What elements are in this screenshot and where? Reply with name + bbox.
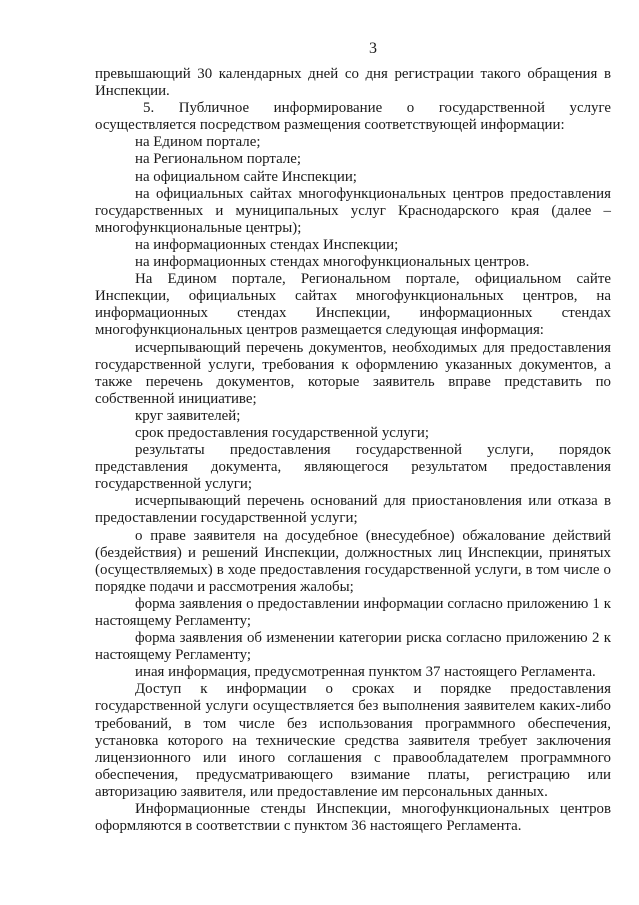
list-item: круг заявителей; (135, 407, 241, 424)
list-item: иная информация, предусмотренная пунктом 37 настоящего Регламента. (135, 664, 596, 681)
document-body (95, 66, 611, 835)
list-item: на официальных сайтах многофункциональных центров предоставления государственных и муниципальных услуг Краснодарского края (далее – многофункциональные центры); (95, 185, 611, 236)
list-item: о праве заявителя на досудебное (внесудебное) обжалование действий (бездействия) и решений Инспекции, должностных лиц Инспекции, принятых (осуществляемых) в ходе предоставления государственной услуги, в том числе о порядке подачи и рассмотрения жалобы; (95, 527, 611, 595)
list-item: форма заявления о предоставлении информации согласно приложению 1 к настоящему Регламенту; (95, 595, 611, 629)
list-item: на информационных стендах многофункциональных центров. (135, 254, 530, 271)
list-item: исчерпывающий перечень документов, необходимых для предоставления государственной услуги, требования к оформлению указанных документов, а также перечень документов, которые заявитель вправе представить по собственной инициативе; (95, 339, 611, 407)
list-item: на информационных стендах Инспекции; (135, 236, 399, 253)
paragraph: превышающий 30 календарных дней со дня регистрации такого обращения в Инспекции. (95, 66, 611, 100)
list-item: результаты предоставления государственной услуги, порядок представления документа, являющегося результатом предоставления государственной услуги; (95, 442, 611, 493)
list-item: срок предоставления государственной услуги; (135, 424, 429, 441)
list-item: форма заявления об изменении категории риска согласно приложению 2 к настоящему Регламенту; (95, 630, 611, 664)
list-item: на Едином портале; (135, 134, 261, 151)
list-item: на официальном сайте Инспекции; (135, 168, 357, 185)
list-item: исчерпывающий перечень оснований для приостановления или отказа в предоставлении государственной услуги; (95, 493, 611, 527)
paragraph: На Едином портале, Региональном портале, официальном сайте Инспекции, официальных сайтах многофункциональных центров, на информационных стендах Инспекции, информационных стендах многофункциональных центров размещается следующая информация: (95, 271, 611, 339)
paragraph: Информационные стенды Инспекции, многофункциональных центров оформляются в соответствии с пунктом 36 настоящего Регламента. (95, 801, 611, 835)
page-number: 3 (369, 40, 377, 57)
list-item: на Региональном портале; (135, 151, 301, 168)
paragraph: Доступ к информации о сроках и порядке предоставления государственной услуги осуществляется без выполнения заявителем каких-либо требований, в том числе без использования программного обеспечения, установка которого на технические средства заявителя требует заключения лицензионного или иного соглашения с правообладателем программного обеспечения, предусматривающего взимание платы, регистрацию или авторизацию заявителя, или предоставление им персональных данных. (95, 681, 611, 800)
paragraph: 5. Публичное информирование о государственной услуге осуществляется посредством размещения соответствующей информации: (95, 100, 611, 134)
